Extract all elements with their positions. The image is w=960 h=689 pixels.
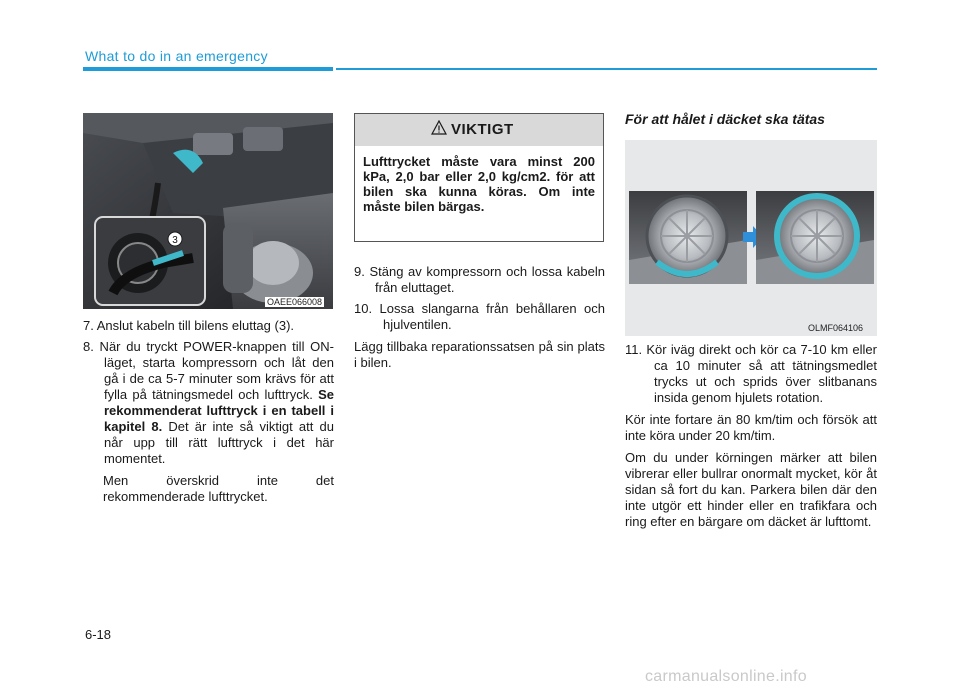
middle-column-text <box>354 264 605 371</box>
warning-box <box>354 113 604 242</box>
header-rule-thin <box>336 68 877 70</box>
warning-header <box>355 114 603 146</box>
speed-paragraph: Kör inte fortare än 80 km/tim och försök att inte köra under 20 km/tim. <box>625 412 877 443</box>
warning-title: VIKTIGT <box>451 121 514 138</box>
section-heading: För att hålet i däcket ska tätas <box>625 111 825 127</box>
left-column-text <box>83 318 334 505</box>
closing-paragraph: Lägg tillbaka reparationssatsen på sin plats i bilen. <box>354 339 605 370</box>
figure-code-label: OLMF064106 <box>808 323 864 333</box>
page-number: 6-18 <box>85 627 112 642</box>
power-outlet-illustration <box>83 113 333 309</box>
vibration-paragraph: Om du under körningen märker att bilen vibrerar eller bullrar onormalt mycket, kör åt sidan så fort du kan. Parkera bilen där den inte utgör ett hinder eller en trafikfara och ring efter en bärgare om däcket är lufttomt. <box>625 450 877 529</box>
step-10: 10. Lossa slangarna från behållaren och hjulventilen. <box>354 301 605 332</box>
callout-number: 3 <box>172 235 178 246</box>
right-column-text <box>625 342 877 530</box>
warning-text: Lufttrycket måste vara minst 200 kPa, 2,0 bar eller 2,0 kg/cm2. för att bilen ska kunna köras. Om inte måste bilen bärgas. <box>363 154 595 214</box>
step-11: 11. Kör iväg direkt och kör ca 7-10 km eller ca 10 minuter så att tätningsmedlet trycks ut och sprids över slitbanans insida genom hjulets rotation. <box>625 342 877 405</box>
watermark: carmanualsonline.info <box>645 668 807 685</box>
warning-triangle-icon <box>431 120 447 136</box>
section-header-title: What to do in an emergency <box>85 48 268 64</box>
header-rule-thick <box>83 67 333 71</box>
step-9: 9. Stäng av kompressorn och lossa kabeln från eluttaget. <box>354 264 605 295</box>
tire-sealing-illustration <box>625 140 877 336</box>
step-8: 8. När du tryckt POWER-knappen till ON-läget, starta kompressorn och låt den gå i de ca 5-7 minuter som krävs för att fylla på tätningsmedel och lufttryck. Se rekommenderat lufttryck i en tabell i kapitel 8. Det är inte så viktigt att du når upp till rätt lufttryck i det här momentet. <box>83 339 335 466</box>
step-7: 7. Anslut kabeln till bilens eluttag (3). <box>83 318 295 333</box>
tire-sealing-figure <box>625 140 877 336</box>
photo-code-label: OAEE066008 <box>267 297 323 307</box>
step-8-note: Men överskrid inte det rekommenderade lufttrycket. <box>103 473 334 504</box>
power-outlet-photo <box>83 113 333 309</box>
